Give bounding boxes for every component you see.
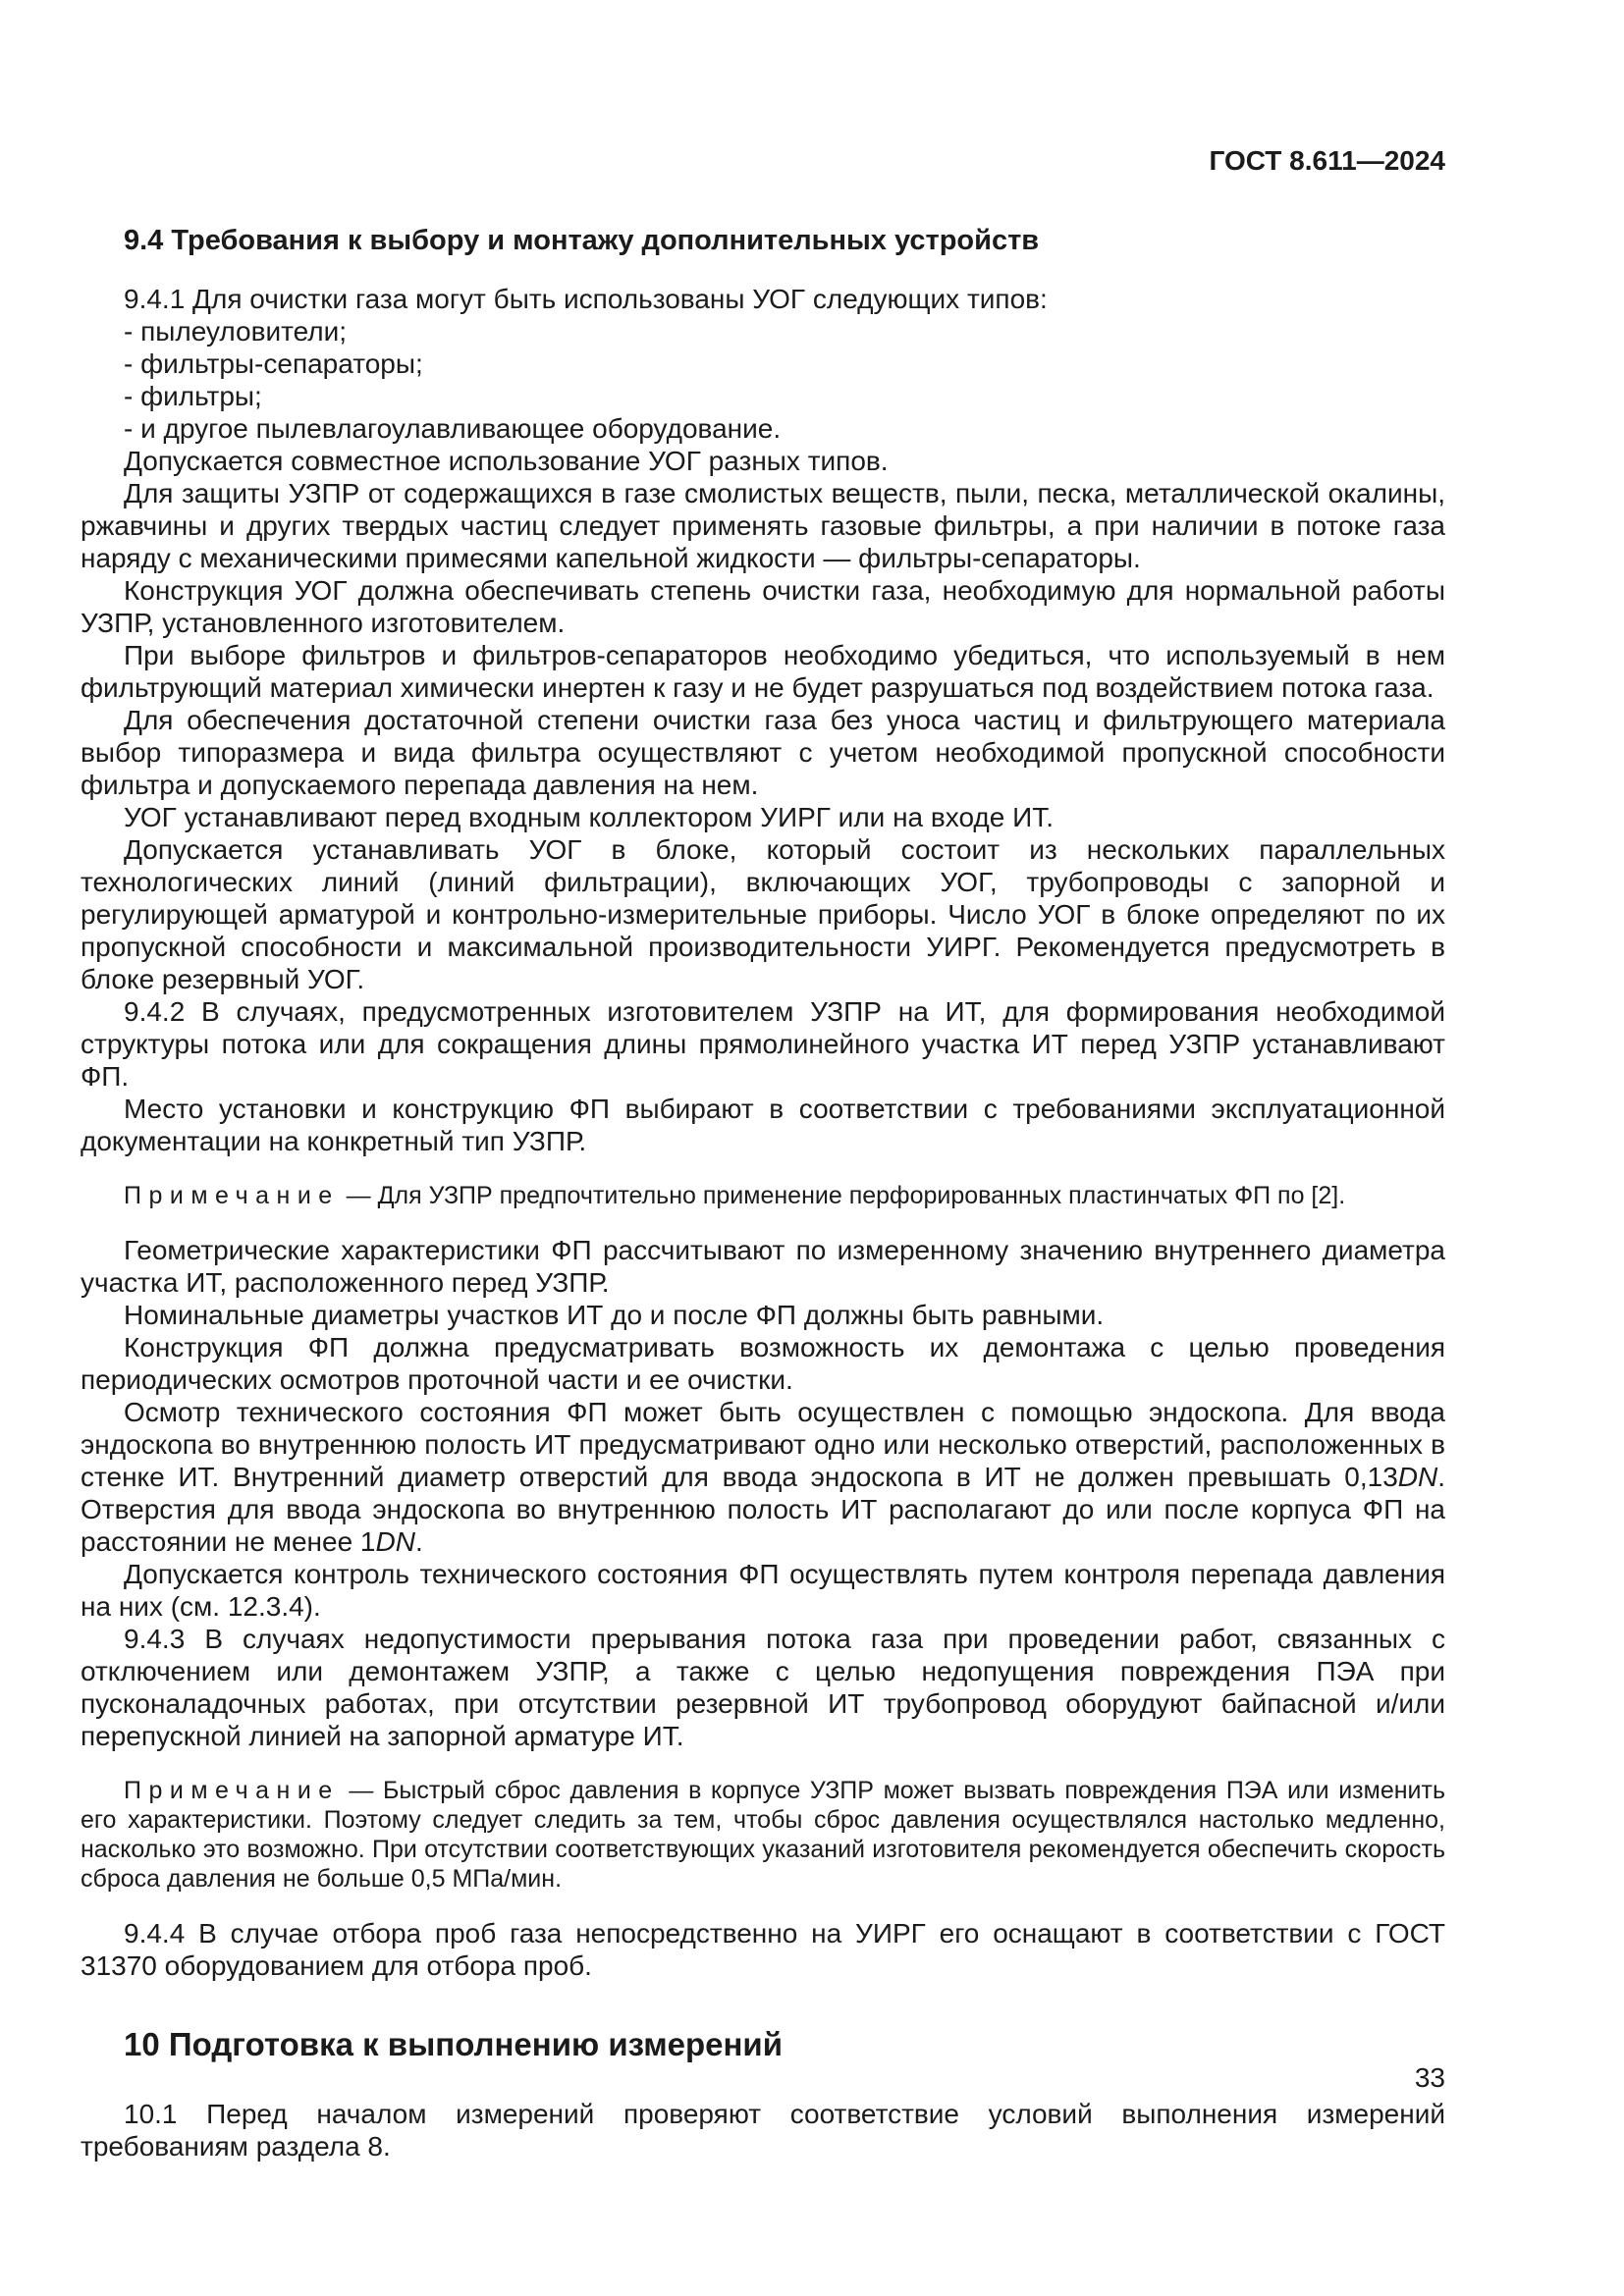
paragraph: Конструкция ФП должна предусматривать возможность их демонтажа с целью проведения периодических осмотров проточной части и ее очистки. bbox=[81, 1332, 1445, 1395]
note-separator: — bbox=[339, 1777, 383, 1804]
note-label: Примечание bbox=[124, 1182, 340, 1209]
paragraph-9-4-2: 9.4.2 В случаях, предусмотренных изготовителем УЗПР на ИТ, для формирования необходимой структуры потока или для сокращения длины прямолинейного участка ИТ перед УЗПР устанавливают ФП. bbox=[81, 996, 1445, 1092]
list-item: - пылеуловители; bbox=[124, 316, 348, 347]
paragraph-9-4-4: 9.4.4 В случае отбора проб газа непосредственно на УИРГ его оснащают в соответствии с ГОСТ 31370 оборудованием для отбора проб. bbox=[81, 1918, 1445, 1981]
paragraph-text: Осмотр технического состояния ФП может быть осуществлен с помощью эндоскопа. Для ввода эндоскопа во внутреннюю полость ИТ предусматривают одно или несколько отверстий, расположенных в стенке ИТ. Внутренний диаметр отверстий для ввода эндоскопа в ИТ не должен превышать 0,13 bbox=[81, 1397, 1445, 1492]
paragraph-text: . bbox=[414, 1526, 423, 1557]
paragraph: Геометрические характеристики ФП рассчитывают по измеренному значению внутреннего диаметра участка ИТ, расположенного перед УЗПР. bbox=[81, 1235, 1445, 1298]
paragraph: Для обеспечения достаточной степени очистки газа без уноса частиц и фильтрующего материала выбор типоразмера и вида фильтра осуществляют с учетом необходимой пропускной способности фильтра и допускаемого перепада давления на нем. bbox=[81, 705, 1445, 800]
paragraph-10-1: 10.1 Перед началом измерений проверяют соответствие условий выполнения измерений требованиям раздела 8. bbox=[81, 2099, 1445, 2162]
note-separator: — bbox=[339, 1182, 378, 1209]
paragraph: Для защиты УЗПР от содержащихся в газе смолистых веществ, пыли, песка, металлической окалины, ржавчины и других твердых частиц следует применять газовые фильтры, а при наличии в потоке газа наряду с механическими примесями капельной жидкости — фильтры-сепараторы. bbox=[81, 478, 1445, 573]
list-item: - и другое пылевлагоулавливающее оборудование. bbox=[124, 413, 782, 444]
page-content bbox=[81, 224, 1445, 2163]
paragraph-osmotr bbox=[81, 1396, 1445, 1558]
note-2 bbox=[81, 1776, 1445, 1894]
dn-symbol: DN bbox=[1397, 1462, 1438, 1492]
note-text: Для УЗПР предпочтительно применение перфорированных пластинчатых ФП по [2]. bbox=[377, 1182, 1346, 1209]
note-1 bbox=[81, 1181, 1445, 1210]
section-9-4-heading: 9.4 Требования к выбору и монтажу дополнительных устройств bbox=[124, 225, 1040, 256]
dn-symbol: DN bbox=[375, 1526, 415, 1557]
list-item: - фильтры-сепараторы; bbox=[124, 348, 423, 379]
paragraph: Допускается совместное использование УОГ разных типов. bbox=[124, 446, 889, 476]
paragraph: Допускается устанавливать УОГ в блоке, который состоит из нескольких параллельных технологических линий (линий фильтрации), включающих УОГ, трубопроводы с запорной и регулирующей арматурой и контрольно-измерительные приборы. Число УОГ в блоке определяют по их пропускной способности и максимальной производительности УИРГ. Рекомендуется предусмотреть в блоке резервный УОГ. bbox=[81, 834, 1445, 994]
note-label: Примечание bbox=[124, 1777, 340, 1804]
document-code: ГОСТ 8.611—2024 bbox=[1209, 145, 1445, 176]
list-item: - фильтры; bbox=[124, 381, 262, 411]
paragraph: Допускается контроль технического состояния ФП осуществлять путем контроля перепада давления на них (см. 12.3.4). bbox=[81, 1559, 1445, 1622]
paragraph-text: . Отверстия для ввода эндоскопа во внутреннюю полость ИТ располагают до или после корпуса ФП на расстоянии не менее 1 bbox=[81, 1462, 1445, 1557]
paragraph: Место установки и конструкцию ФП выбирают в соответствии с требованиями эксплуатационной документации на конкретный тип УЗПР. bbox=[81, 1094, 1445, 1156]
note-text: Быстрый сброс давления в корпусе УЗПР может вызвать повреждения ПЭА или изменить его характеристики. Поэтому следует следить за тем, чтобы сброс давления осуществлялся настолько медленно, насколько это возможно. При отсутствии соответствующих указаний изготовителя рекомендуется обеспечить скорость сброса давления не больше 0,5 МПа/мин. bbox=[81, 1777, 1445, 1893]
running-header bbox=[81, 145, 1445, 177]
paragraph-9-4-1: 9.4.1 Для очистки газа могут быть использованы УОГ следующих типов: bbox=[124, 284, 1048, 314]
section-10-heading: 10 Подготовка к выполнению измерений bbox=[124, 2026, 784, 2062]
page-number: 33 bbox=[1414, 2062, 1445, 2093]
paragraph: При выборе фильтров и фильтров-сепараторов необходимо убедиться, что используемый в нем фильтрующий материал химически инертен к газу и не будет разрушаться под воздействием потока газа. bbox=[81, 640, 1445, 703]
paragraph-9-4-3: 9.4.3 В случаях недопустимости прерывания потока газа при проведении работ, связанных с отключением или демонтажем УЗПР, а также с целью недопущения повреждения ПЭА при пусконаладочных работах, при отсутствии резервной ИТ трубопровод оборудуют байпасной и/или перепускной линией на запорной арматуре ИТ. bbox=[81, 1624, 1445, 1751]
paragraph: Номинальные диаметры участков ИТ до и после ФП должны быть равными. bbox=[124, 1300, 1105, 1330]
paragraph: Конструкция УОГ должна обеспечивать степень очистки газа, необходимую для нормальной работы УЗПР, установленного изготовителем. bbox=[81, 575, 1445, 638]
paragraph: УОГ устанавливают перед входным коллектором УИРГ или на входе ИТ. bbox=[124, 802, 1055, 832]
